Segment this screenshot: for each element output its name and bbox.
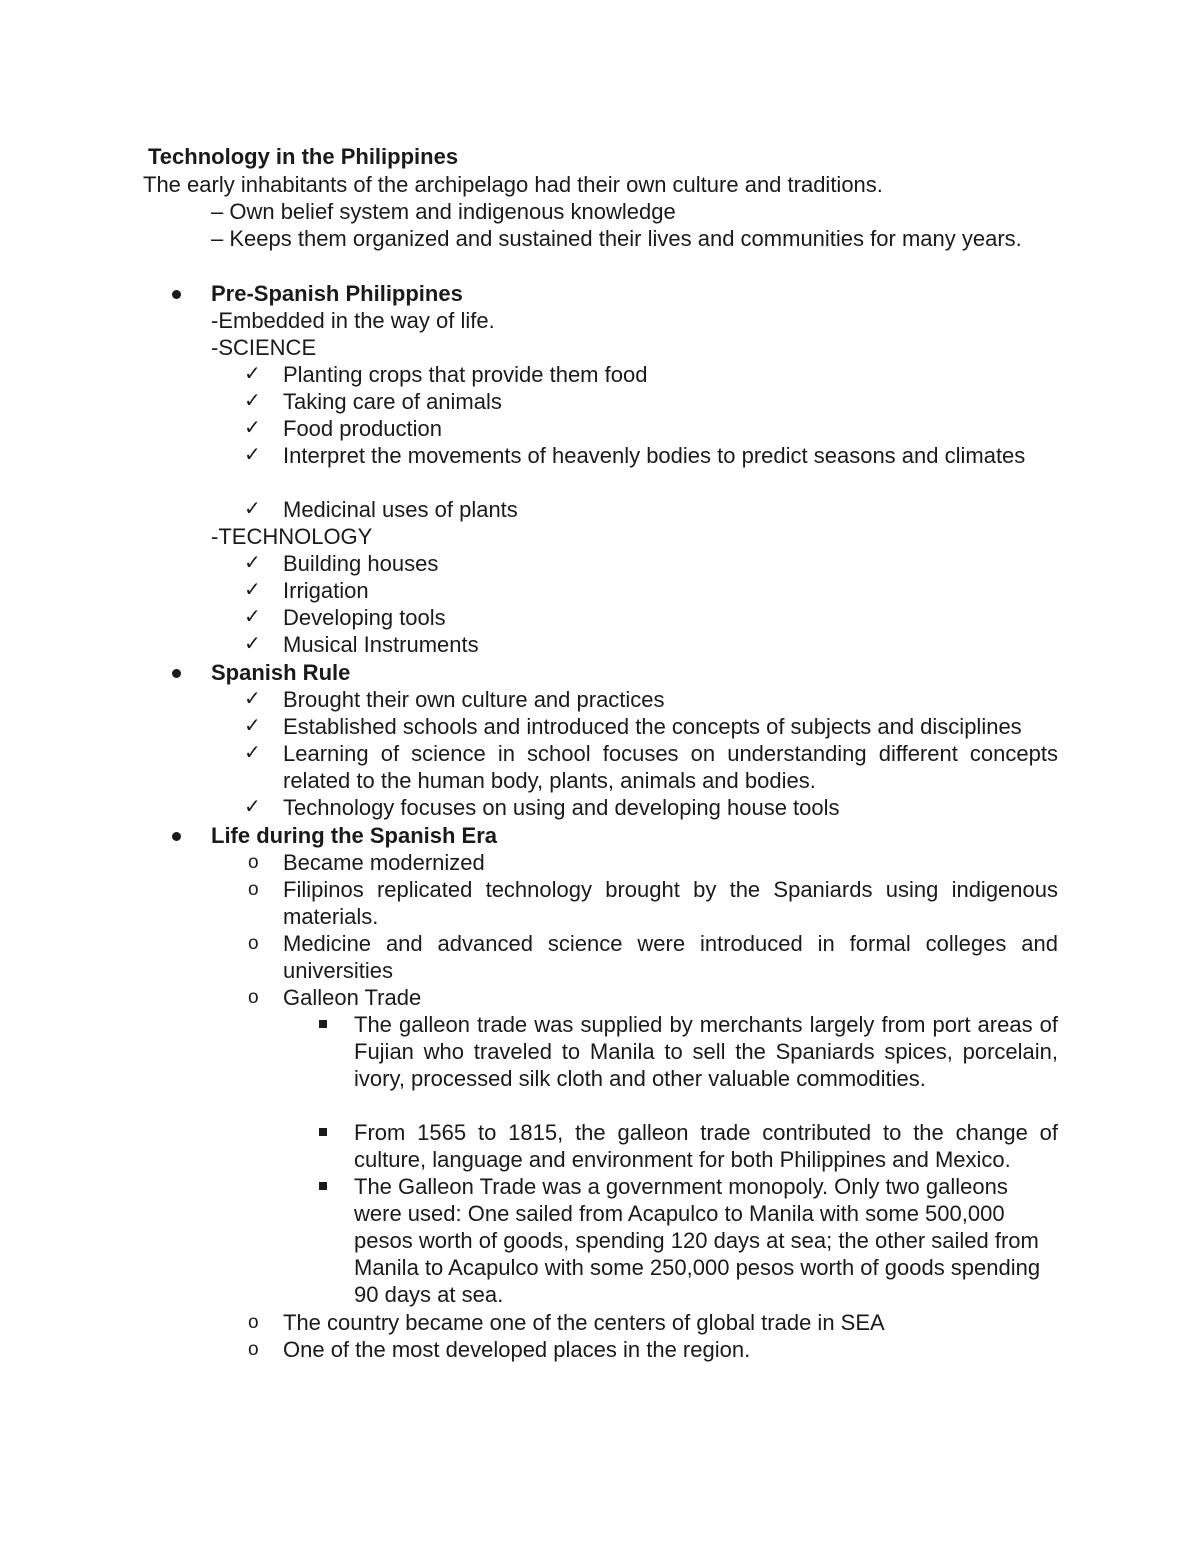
list-item: Planting crops that provide them food [283,362,648,387]
intro-point: – Own belief system and indigenous knowledge [211,199,676,224]
check-icon: ✓ [244,390,261,412]
check-icon: ✓ [244,633,261,655]
galleon-point: The Galleon Trade was a government monopoly. Only two galleons were used: One sailed from Acapulco to Manila with some 500,000 pesos worth of goods, spending 120 days at sea; the other sailed from Manila to Acapulco with some 250,000 pesos worth of goods spending 90 days at sea. [354,1174,1041,1307]
list-item: Interpret the movements of heavenly bodies to predict seasons and climates [283,443,1026,468]
list-item: Developing tools [283,605,446,630]
document-title: Technology in the Philippines [148,144,459,169]
list-item: Learning of science in school focuses on understanding different concepts related to the human body, plants, animals and bodies. [283,741,1058,793]
galleon-point: The galleon trade was supplied by merchants largely from port areas of Fujian who traveled to Manila to sell the Spaniards spices, porcelain, ivory, processed silk cloth and other valuable commodities. [354,1012,1058,1091]
square-bullet-icon [319,1182,327,1190]
bullet-icon [172,290,181,299]
list-item: Galleon Trade [283,985,422,1010]
circle-bullet-icon: o [248,1312,259,1333]
check-icon: ✓ [244,552,261,574]
circle-bullet-icon: o [248,933,259,954]
circle-bullet-icon: o [248,987,259,1008]
circle-bullet-icon: o [248,879,259,900]
check-icon: ✓ [244,606,261,628]
intro-point: – Keeps them organized and sustained their lives and communities for many years. [211,226,1022,251]
list-item: Established schools and introduced the concepts of subjects and disciplines [283,714,1022,739]
list-item: The country became one of the centers of global trade in SEA [283,1310,885,1335]
list-item: Building houses [283,551,439,576]
section-note: -Embedded in the way of life. [211,308,495,333]
square-bullet-icon [319,1128,327,1136]
check-icon: ✓ [244,742,261,764]
check-icon: ✓ [244,444,261,466]
list-item: Irrigation [283,578,369,603]
circle-bullet-icon: o [248,852,259,873]
bullet-icon [172,669,181,678]
circle-bullet-icon: o [248,1339,259,1360]
list-item: One of the most developed places in the region. [283,1337,751,1362]
intro-text: The early inhabitants of the archipelago had their own culture and traditions. [143,172,883,197]
list-item: Filipinos replicated technology brought by the Spaniards using indigenous materials. [283,877,1058,929]
science-label: -SCIENCE [211,335,317,360]
check-icon: ✓ [244,579,261,601]
check-icon: ✓ [244,498,261,520]
list-item: Food production [283,416,442,441]
check-icon: ✓ [244,715,261,737]
bullet-icon [172,832,181,841]
check-icon: ✓ [244,796,261,818]
section-heading-spanish-rule: Spanish Rule [211,660,351,685]
technology-label: -TECHNOLOGY [211,524,373,549]
list-item: Brought their own culture and practices [283,687,665,712]
square-bullet-icon [319,1020,327,1028]
list-item: Medicinal uses of plants [283,497,518,522]
list-item: Technology focuses on using and developing house tools [283,795,840,820]
list-item: Taking care of animals [283,389,502,414]
section-heading-life-spanish-era: Life during the Spanish Era [211,823,498,848]
section-heading-pre-spanish: Pre-Spanish Philippines [211,281,463,306]
list-item: Became modernized [283,850,485,875]
check-icon: ✓ [244,417,261,439]
list-item: Musical Instruments [283,632,479,657]
galleon-point: From 1565 to 1815, the galleon trade contributed to the change of culture, language and environment for both Philippines and Mexico. [354,1120,1058,1172]
check-icon: ✓ [244,363,261,385]
list-item: Medicine and advanced science were introduced in formal colleges and universities [283,931,1058,983]
check-icon: ✓ [244,688,261,710]
